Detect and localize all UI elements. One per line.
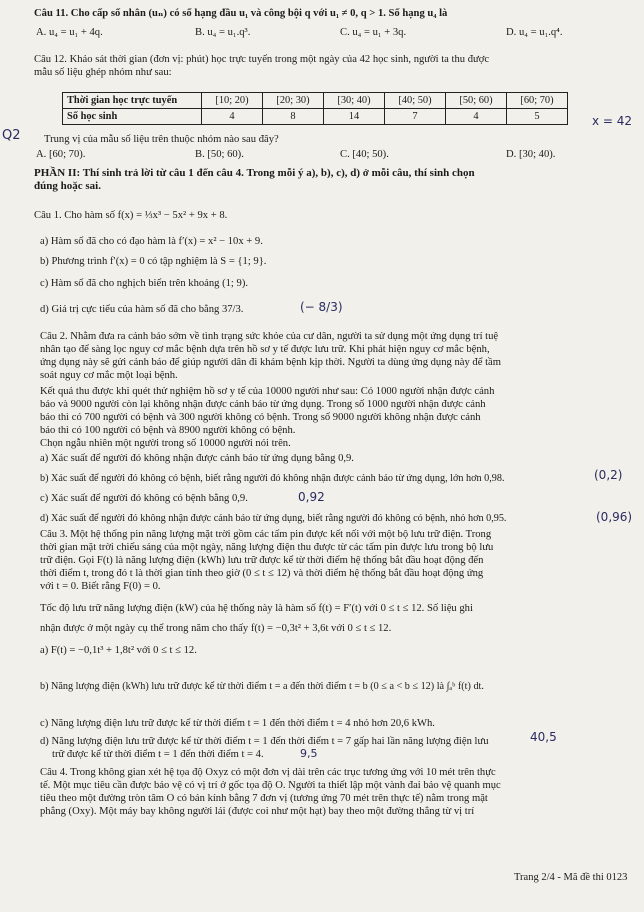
c2-text: báo thì có 100 người có bệnh và 8900 người không có bệnh. bbox=[40, 425, 296, 436]
table-cell: 7 bbox=[385, 109, 446, 125]
c1-item-c: c) Hàm số đã cho nghịch biến trên khoảng (1; 9). bbox=[40, 278, 248, 289]
q12-option-d: D. [30; 40). bbox=[506, 149, 556, 160]
handwritten-note: (− 8/3) bbox=[300, 300, 343, 314]
q12-stem-1: Câu 12. Khảo sát thời gian (đơn vị: phút) học trực tuyến trong một ngày của 42 học sinh, người ta thu được bbox=[34, 54, 490, 65]
c3-item-b: b) Năng lượng điện (kWh) lưu trữ được kể từ thời điểm t = a đến thời điểm t = b (0 ≤ a < b ≤ 12) là ∫ₐᵇ f(t) dt. bbox=[40, 681, 484, 692]
c2-text: báo thì có 700 người có bệnh và 300 người không có bệnh. Trong số 9000 người không nhận được cảnh bbox=[40, 412, 481, 423]
c3-item-d-cont: trữ được kể từ thời điểm t = 1 đến thời điểm t = 4. bbox=[52, 749, 264, 760]
c2-text: nhân tạo để sàng lọc nguy cơ mắc bệnh dựa trên hồ sơ y tế được lưu trữ. Khi phát hiện nguy cơ mắc bệnh, bbox=[40, 344, 490, 355]
c2-item-c: c) Xác suất để người đó không có bệnh bằng 0,9. bbox=[40, 493, 248, 504]
c2-text: Câu 2. Nhằm đưa ra cảnh báo sớm về tình trạng sức khỏe của cư dân, người ta sử dụng một ứng dụng trí tuệ bbox=[40, 331, 499, 342]
c3-text: Tốc độ lưu trữ năng lượng điện (kW) của hệ thống này là hàm số f(t) = F′(t) với 0 ≤ t ≤ 12. Số liệu ghi bbox=[40, 603, 473, 614]
c4-text: Câu 4. Trong không gian xét hệ tọa độ Oxyz có một đơn vị dài trên các trục tương ứng với 10 mét trên thực bbox=[40, 767, 496, 778]
q12-stem-2: mẫu số liệu ghép nhóm như sau: bbox=[34, 67, 172, 78]
handwritten-note: x = 42 bbox=[592, 114, 633, 128]
table-cell: [40; 50) bbox=[385, 93, 446, 109]
c3-text: Câu 3. Một hệ thống pin năng lượng mặt trời gồm các tấm pin được kết nối với một bộ lưu trữ điện. Trong bbox=[40, 529, 492, 540]
table-cell: 4 bbox=[202, 109, 263, 125]
q12-option-a: A. [60; 70). bbox=[36, 149, 86, 160]
q11-stem: Câu 11. Cho cấp số nhân (uₙ) có số hạng đầu u₁ và công bội q với u₁ ≠ 0, q > 1. Số hạng u₄ là bbox=[34, 8, 448, 19]
table-cell: 8 bbox=[263, 109, 324, 125]
table-cell: [60; 70) bbox=[507, 93, 568, 109]
table-cell: [30; 40) bbox=[324, 93, 385, 109]
q12-option-c: C. [40; 50). bbox=[340, 149, 389, 160]
c4-text: tế. Một mục tiêu cần được bảo vệ có vị trí ở gốc tọa độ O. Người ta thiết lập một vành đai bảo vệ quanh mục bbox=[40, 780, 501, 791]
c2-item-b: b) Xác suất để người đó không có bệnh, biết rằng người đó không nhận được cảnh báo từ ứng dụng, lớn hơn 0,98. bbox=[40, 473, 505, 484]
table-header: Số học sinh bbox=[63, 109, 202, 125]
page-footer: Trang 2/4 - Mã đề thi 0123 bbox=[514, 872, 628, 883]
frequency-table bbox=[62, 92, 568, 125]
c4-text: phẳng (Oxy). Một máy bay không người lái (được coi như một hạt) bay theo một đường thẳng từ vị trí bbox=[40, 806, 475, 817]
c2-text: Chọn ngẫu nhiên một người trong số 10000 người nói trên. bbox=[40, 438, 291, 449]
q11-option-a: A. u₄ = u₁ + 4q. bbox=[36, 27, 103, 38]
handwritten-note: (0,2) bbox=[594, 468, 623, 482]
q11-option-b: B. u₄ = u₁.q³. bbox=[195, 27, 251, 38]
table-cell: 4 bbox=[446, 109, 507, 125]
handwritten-note: (0,96) bbox=[596, 510, 633, 524]
handwritten-note: 0,92 bbox=[298, 490, 325, 504]
c1-item-d: d) Giá trị cực tiểu của hàm số đã cho bằng 37/3. bbox=[40, 304, 244, 315]
c1-item-a: a) Hàm số đã cho có đạo hàm là f′(x) = x² − 10x + 9. bbox=[40, 236, 263, 247]
handwritten-note: Q2 bbox=[2, 128, 21, 143]
c1-item-b: b) Phương trình f′(x) = 0 có tập nghiệm là S = {1; 9}. bbox=[40, 256, 267, 267]
part2-title: PHẦN II: Thí sinh trả lời từ câu 1 đến câu 4. Trong mỗi ý a), b), c), d) ở mỗi câu, thí sinh chọn bbox=[34, 167, 475, 179]
c3-text: trữ điện. Gọi F(t) là năng lượng điện (kWh) lưu trữ được kể từ thời điểm hệ thống bắt đầu hoạt động đến bbox=[40, 555, 484, 566]
q11-option-c: C. u₄ = u₁ + 3q. bbox=[340, 27, 407, 38]
table-cell: [10; 20) bbox=[202, 93, 263, 109]
c2-item-a: a) Xác suất để người đó không nhận được cảnh báo từ ứng dụng bằng 0,9. bbox=[40, 453, 354, 464]
c1-stem: Câu 1. Cho hàm số f(x) = ⅓x³ − 5x² + 9x + 8. bbox=[34, 210, 228, 221]
part2-title-cont: đúng hoặc sai. bbox=[34, 180, 101, 192]
c4-text: tiêu theo một đường tròn tâm O có bán kính bằng 7 đơn vị (tương ứng 70 mét trên thực tế) nằm trong mặt bbox=[40, 793, 488, 804]
table-cell: 14 bbox=[324, 109, 385, 125]
handwritten-note: 40,5 bbox=[530, 730, 557, 744]
c2-text: Kết quả thu được khi quét thử nghiệm hồ sơ y tế của 10000 người như sau: Có 1000 người nhận được cảnh bbox=[40, 386, 495, 397]
q12-question: Trung vị của mẫu số liệu trên thuộc nhóm nào sau đây? bbox=[44, 134, 279, 145]
table-row bbox=[63, 109, 568, 125]
c3-item-c: c) Năng lượng điện lưu trữ được kể từ thời điểm t = 1 đến thời điểm t = 4 nhỏ hơn 20,6 kWh. bbox=[40, 718, 435, 729]
c2-item-d: d) Xác suất để người đó không nhận được cảnh báo từ ứng dụng, biết rằng người đó không có bệnh, nhỏ hơn 0,95. bbox=[40, 513, 507, 524]
q12-option-b: B. [50; 60). bbox=[195, 149, 244, 160]
table-cell: [20; 30) bbox=[263, 93, 324, 109]
c3-item-a: a) F(t) = −0,1t³ + 1,8t² với 0 ≤ t ≤ 12. bbox=[40, 645, 197, 656]
c3-item-d: d) Năng lượng điện lưu trữ được kể từ thời điểm t = 1 đến thời điểm t = 7 gấp hai lần năng lượng điện lưu bbox=[40, 736, 489, 747]
table-row bbox=[63, 93, 568, 109]
table-cell: [50; 60) bbox=[446, 93, 507, 109]
table-cell: 5 bbox=[507, 109, 568, 125]
c2-text: báo và 9000 người còn lại không nhận được cảnh báo từ ứng dụng. Trong số 1000 người nhận được cảnh bbox=[40, 399, 486, 410]
c2-text: soát nguy cơ mắc một loại bệnh. bbox=[40, 370, 178, 381]
c3-text: thời điểm t, trong đó t là thời gian tính theo giờ (0 ≤ t ≤ 12) và thời điểm hệ thống bắt đầu hoạt động ứng bbox=[40, 568, 484, 579]
c3-text: nhận được ở một ngày cụ thể trong năm cho thấy f(t) = −0,3t² + 3,6t với 0 ≤ t ≤ 12. bbox=[40, 623, 392, 634]
c2-text: ứng dụng này sẽ gửi cảnh báo để giúp người dân đi khám bệnh kịp thời. Người ta dùng ứng dụng này để tầm bbox=[40, 357, 501, 368]
handwritten-note: 9,5 bbox=[300, 747, 318, 760]
c3-text: thời gian mặt trời chiếu sáng của một ngày, năng lượng điện thu được từ các tấm pin được lưu trong bộ lưu bbox=[40, 542, 494, 553]
table-header: Thời gian học trực tuyến bbox=[63, 93, 202, 109]
q11-option-d: D. u₄ = u₁.q⁴. bbox=[506, 27, 563, 38]
c3-text: với t = 0. Biết rằng F(0) = 0. bbox=[40, 581, 161, 592]
